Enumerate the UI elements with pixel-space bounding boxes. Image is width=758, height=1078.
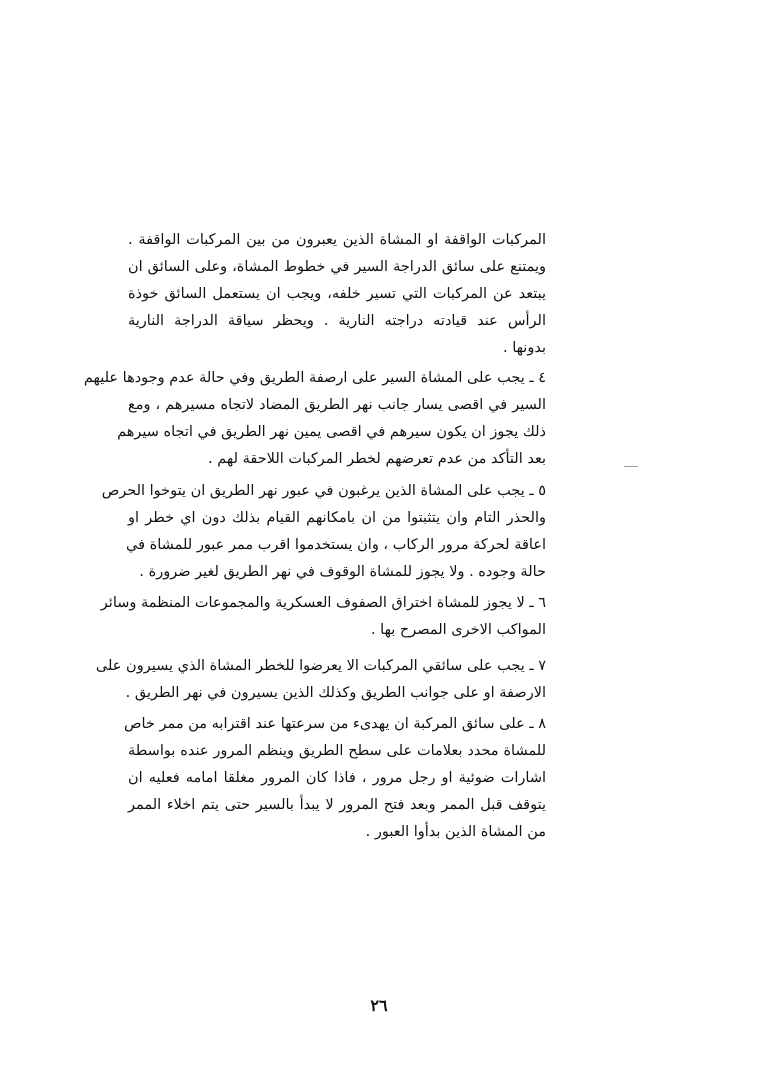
text-line: اشارات ضوئية او رجل مرور ، فاذا كان المرور مغلقا امامه فعليه ان <box>128 770 546 786</box>
text-line: ويمتنع على سائق الدراجة السير في خطوط المشاة، وعلى السائق ان <box>128 259 546 275</box>
paragraph-item-5 <box>101 478 546 586</box>
text-line: بدونها . <box>502 340 546 356</box>
margin-scan-mark <box>624 466 638 467</box>
text-line: والحذر التام وان يتثبتوا من ان بامكانهم القيام بذلك دون اي خطر او <box>128 510 546 526</box>
text-line: يبتعد عن المركبات التي تسير خلفه، ويجب ان يستعمل السائق خوذة <box>128 286 546 302</box>
paragraph-item-7 <box>95 653 546 707</box>
text-line: السير في اقصى يسار جانب نهر الطريق المضاد لاتجاه مسيرهم ، ومع <box>128 397 546 413</box>
text-line: ٥ ـ يجب على المشاة الذين يرغبون في عبور نهر الطريق ان يتوخوا الحرص <box>101 483 546 499</box>
paragraph-item-4 <box>83 365 546 473</box>
text-line: اعاقة لحركة مرور الركاب ، وان يستخدموا اقرب ممر عبور للمشاة في <box>126 537 546 553</box>
paragraph-item-6 <box>100 590 546 644</box>
text-line: الارصفة او على جوانب الطريق وكذلك الذين يسيرون في نهر الطريق . <box>125 685 546 701</box>
text-line: ٤ ـ يجب على المشاة السير على ارصفة الطريق وفي حالة عدم وجودها عليهم <box>83 370 546 386</box>
text-line: ٨ ـ على سائق المركبة ان يهدىء من سرعتها عند اقترابه من ممر خاص <box>123 716 546 732</box>
text-line: للمشاة محدد بعلامات على سطح الطريق وينظم المرور عنده بواسطة <box>128 743 546 759</box>
text-line: المركبات الواقفة او المشاة الذين يعبرون من بين المركبات الواقفة . <box>128 232 546 248</box>
text-line: الرأس عند قيادته دراجته النارية . ويحظر سياقة الدراجة النارية <box>128 313 546 329</box>
paragraph-item-8 <box>123 711 546 846</box>
text-line: ٦ ـ لا يجوز للمشاة اختراق الصفوف العسكرية والمجموعات المنظمة وسائر <box>100 595 546 611</box>
text-line: يتوقف قبل الممر وبعد فتح المرور لا يبدأ بالسير حتى يتم اخلاء الممر <box>128 797 546 813</box>
text-line: حالة وجوده . ولا يجوز للمشاة الوقوف في نهر الطريق لغير ضرورة . <box>139 564 546 580</box>
text-line: ذلك يجوز ان يكون سيرهم في اقصى يمين نهر الطريق في اتجاه سيرهم <box>117 424 546 440</box>
text-line: ٧ ـ يجب على سائقي المركبات الا يعرضوا للخطر المشاة الذي يسيرون على <box>95 658 546 674</box>
text-line: من المشاة الذين بدأوا العبور . <box>365 824 546 840</box>
page-number: ٢٦ <box>370 996 388 1015</box>
text-line: المواكب الاخرى المصرح بها . <box>370 622 546 638</box>
paragraph-1 <box>128 227 546 362</box>
text-line: بعد التأكد من عدم تعرضهم لخطر المركبات اللاحقة لهم . <box>208 451 546 467</box>
